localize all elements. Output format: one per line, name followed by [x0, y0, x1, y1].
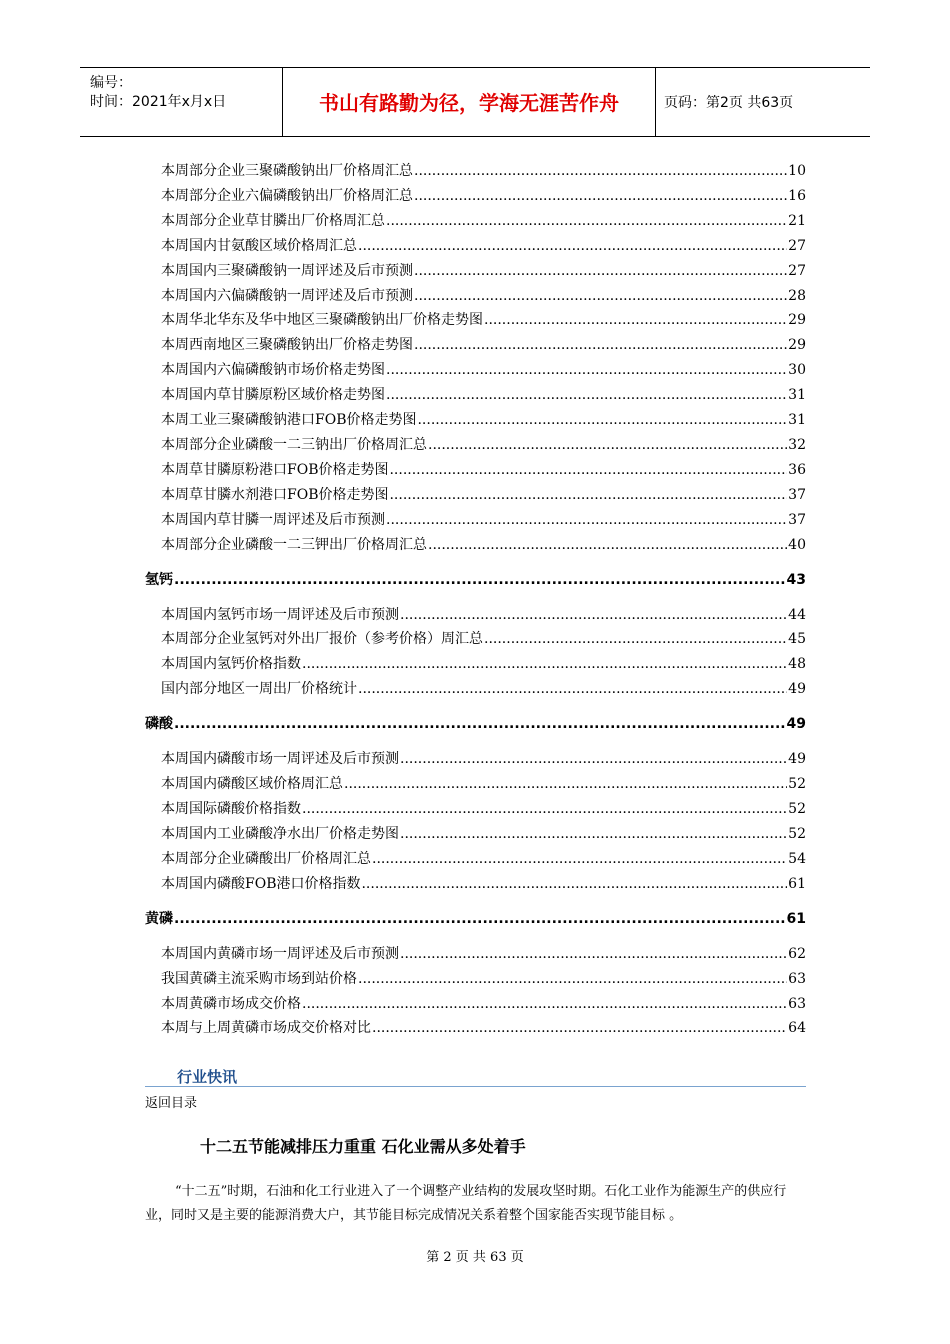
toc-leader-dots — [414, 260, 787, 282]
toc-entry-page: 36 — [788, 461, 806, 478]
toc-entry[interactable] — [161, 773, 806, 795]
toc-entry-page: 29 — [788, 312, 806, 329]
toc-entry[interactable] — [161, 260, 806, 282]
toc-entry-page: 27 — [788, 262, 806, 279]
toc-entry-title: 本周国内工业磷酸净水出厂价格走势图 — [161, 825, 399, 842]
toc-leader-dots — [386, 359, 787, 381]
toc-entry[interactable] — [161, 798, 806, 820]
toc-entry-title: 本周部分企业磷酸出厂价格周汇总 — [161, 850, 371, 867]
section-title: 行业快讯 — [177, 1068, 238, 1086]
toc-entry-page: 48 — [788, 656, 806, 673]
toc-leader-dots — [414, 334, 787, 356]
toc-entry-title: 本周草甘膦水剂港口FOB价格走势图 — [161, 486, 389, 503]
toc-entry-page: 61 — [786, 910, 806, 927]
toc-entry-title: 本周国内黄磷市场一周评述及后市预测 — [161, 945, 399, 962]
toc-section-entry[interactable] — [145, 713, 806, 735]
toc-entry[interactable] — [161, 943, 806, 965]
toc-entry-page: 37 — [788, 511, 806, 528]
toc-entry[interactable] — [161, 873, 806, 895]
toc-leader-dots — [302, 993, 787, 1015]
toc-entry-title: 本周华北华东及华中地区三聚磷酸钠出厂价格走势图 — [161, 312, 483, 329]
toc-entry-page: 63 — [788, 970, 806, 987]
toc-entry-page: 40 — [788, 536, 806, 553]
back-to-contents-link[interactable]: 返回目录 — [145, 1096, 198, 1111]
toc-leader-dots — [358, 235, 787, 257]
toc-entry-page: 52 — [788, 776, 806, 793]
toc-entry-page: 64 — [788, 1020, 806, 1037]
toc-entry-title: 本周国内磷酸FOB港口价格指数 — [161, 875, 361, 892]
toc-entry-title: 黄磷 — [145, 910, 173, 927]
header-page-info: 页码：第2页 共63页 — [664, 95, 794, 111]
number-label: 编号： — [90, 75, 132, 91]
toc-entry-page: 52 — [788, 801, 806, 817]
toc-entry-page: 37 — [788, 486, 806, 503]
article-title: 十二五节能减排压力重重 石化业需从多处着手 — [200, 1137, 526, 1156]
toc-entry-title: 国内部分地区一周出厂价格统计 — [161, 681, 357, 698]
toc-entry[interactable] — [161, 628, 806, 650]
toc-leader-dots — [414, 185, 787, 207]
toc-leader-dots — [400, 943, 787, 965]
toc-entry-title: 本周国内甘氨酸区域价格周汇总 — [161, 237, 357, 254]
toc-entry-page: 32 — [788, 436, 806, 453]
toc-leader-dots — [414, 160, 787, 182]
page-footer: 第 2 页 共 63 页 — [426, 1250, 524, 1265]
toc-entry[interactable] — [161, 509, 806, 531]
toc-entry-page: 43 — [786, 571, 806, 588]
toc-entry-title: 本周西南地区三聚磷酸钠出厂价格走势图 — [161, 337, 413, 354]
toc-leader-dots — [361, 873, 787, 895]
toc-leader-dots — [358, 678, 787, 700]
toc-leader-dots — [386, 384, 787, 406]
toc-section-entry[interactable] — [145, 569, 806, 591]
section-divider — [145, 1086, 806, 1087]
toc-entry-title: 本周国内磷酸区域价格周汇总 — [161, 776, 343, 793]
toc-entry-title: 本周国内草甘膦一周评述及后市预测 — [161, 511, 385, 528]
toc-entry-title: 本周黄磷市场成交价格 — [161, 995, 301, 1012]
toc-entry-page: 29 — [788, 337, 806, 354]
toc-entry[interactable] — [161, 604, 806, 626]
toc-entry-page: 49 — [788, 751, 806, 768]
toc-leader-dots — [400, 748, 787, 770]
toc-leader-dots — [174, 569, 786, 591]
toc-entry-title: 本周部分企业磷酸一二三钾出厂价格周汇总 — [161, 536, 427, 553]
toc-entry-title: 本周草甘膦原粉港口FOB价格走势图 — [161, 461, 389, 478]
toc-entry-page: 49 — [788, 681, 806, 698]
toc-entry[interactable] — [161, 210, 806, 232]
toc-entry[interactable] — [161, 160, 806, 182]
toc-entry[interactable] — [161, 993, 806, 1015]
toc-entry[interactable] — [161, 334, 806, 356]
toc-entry[interactable] — [161, 484, 806, 506]
toc-leader-dots — [484, 309, 787, 331]
toc-entry[interactable] — [161, 384, 806, 406]
toc-entry-title: 本周国内三聚磷酸钠一周评述及后市预测 — [161, 262, 413, 279]
toc-entry[interactable] — [161, 1017, 806, 1039]
toc-entry-title: 本周工业三聚磷酸钠港口FOB价格走势图 — [161, 412, 417, 428]
toc-entry[interactable] — [161, 235, 806, 257]
toc-leader-dots — [372, 1017, 787, 1039]
toc-leader-dots — [484, 628, 787, 650]
toc-section-entry[interactable] — [145, 908, 806, 930]
toc-leader-dots — [358, 968, 787, 990]
toc-entry-page: 21 — [788, 212, 806, 229]
header-motto: 书山有路勤为径，学海无涯苦作舟 — [283, 68, 656, 136]
toc-entry-title: 氢钙 — [145, 571, 173, 588]
toc-entry[interactable] — [161, 309, 806, 331]
toc-entry-title: 我国黄磷主流采购市场到站价格 — [161, 970, 357, 987]
toc-entry-title: 本周国内六偏磷酸钠一周评述及后市预测 — [161, 287, 413, 304]
toc-entry-page: 16 — [788, 187, 806, 204]
page-header — [80, 67, 870, 137]
toc-leader-dots — [389, 459, 787, 481]
toc-leader-dots — [414, 285, 787, 307]
toc-leader-dots — [417, 409, 787, 431]
toc-entry[interactable] — [161, 359, 806, 381]
toc-entry-title: 本周国内磷酸市场一周评述及后市预测 — [161, 751, 399, 768]
toc-entry-page: 54 — [788, 850, 806, 867]
toc-entry-page: 62 — [788, 945, 806, 962]
toc-entry-title: 本周国际磷酸价格指数 — [161, 801, 301, 817]
toc-entry-page: 28 — [788, 287, 806, 304]
toc-leader-dots — [400, 604, 787, 626]
toc-entry-page: 61 — [788, 875, 806, 892]
toc-entry[interactable] — [161, 968, 806, 990]
toc-entry[interactable] — [161, 185, 806, 207]
toc-entry-title: 本周部分企业氢钙对外出厂报价（参考价格）周汇总 — [161, 631, 483, 648]
toc-leader-dots — [386, 210, 787, 232]
toc-leader-dots — [428, 534, 787, 556]
toc-entry-title: 本周部分企业磷酸一二三钠出厂价格周汇总 — [161, 436, 427, 453]
toc-leader-dots — [400, 823, 787, 845]
toc-entry[interactable] — [161, 678, 806, 700]
toc-entry-title: 本周部分企业六偏磷酸钠出厂价格周汇总 — [161, 187, 413, 204]
toc-leader-dots — [428, 434, 787, 456]
toc-leader-dots — [389, 484, 787, 506]
toc-entry-page: 27 — [788, 237, 806, 254]
time-label: 时间：2021年x月x日 — [90, 94, 227, 110]
toc-entry[interactable] — [161, 459, 806, 481]
header-meta — [80, 68, 283, 136]
toc-entry-page: 49 — [786, 716, 806, 733]
toc-entry[interactable] — [161, 434, 806, 456]
toc-entry-title: 本周国内氢钙价格指数 — [161, 656, 301, 673]
toc-leader-dots — [344, 773, 787, 795]
article-paragraph — [145, 1180, 810, 1228]
toc-entry[interactable] — [161, 534, 806, 556]
toc-entry-page: 10 — [788, 163, 806, 179]
toc-leader-dots — [302, 653, 787, 675]
toc-entry-page: 30 — [788, 362, 806, 379]
toc-entry-title: 本周国内六偏磷酸钠市场价格走势图 — [161, 362, 385, 379]
toc-entry[interactable] — [161, 409, 806, 431]
toc-entry[interactable] — [161, 823, 806, 845]
toc-entry-title: 本周国内草甘膦原粉区域价格走势图 — [161, 387, 385, 404]
toc-leader-dots — [174, 908, 786, 930]
toc-entry-title: 磷酸 — [145, 716, 173, 733]
toc-entry-page: 45 — [788, 631, 806, 648]
toc-leader-dots — [386, 509, 787, 531]
toc-entry[interactable] — [161, 653, 806, 675]
toc-entry[interactable] — [161, 848, 806, 870]
toc-entry-page: 31 — [788, 387, 806, 404]
toc-entry-page: 44 — [788, 606, 806, 623]
toc-entry-title: 本周国内氢钙市场一周评述及后市预测 — [161, 606, 399, 623]
toc-leader-dots — [372, 848, 787, 870]
article-paragraph-text: “十二五”时期，石油和化工行业进入了一个调整产业结构的发展攻坚时期。石化工业作为能源生产的供应行业，同时又是主要的能源消费大户，其节能目标完成情况关系着整个国家能否实现节能目标 。 — [145, 1184, 787, 1223]
toc-leader-dots — [174, 713, 786, 735]
toc-entry[interactable] — [161, 748, 806, 770]
toc-entry-page: 52 — [788, 825, 806, 842]
toc-entry-title: 本周部分企业草甘膦出厂价格周汇总 — [161, 212, 385, 229]
toc-entry[interactable] — [161, 285, 806, 307]
toc-entry-title: 本周与上周黄磷市场成交价格对比 — [161, 1020, 371, 1037]
toc-entry-page: 63 — [788, 995, 806, 1012]
toc-entry-page: 31 — [788, 412, 806, 428]
toc-entry-title: 本周部分企业三聚磷酸钠出厂价格周汇总 — [161, 163, 413, 179]
toc-leader-dots — [302, 798, 787, 820]
